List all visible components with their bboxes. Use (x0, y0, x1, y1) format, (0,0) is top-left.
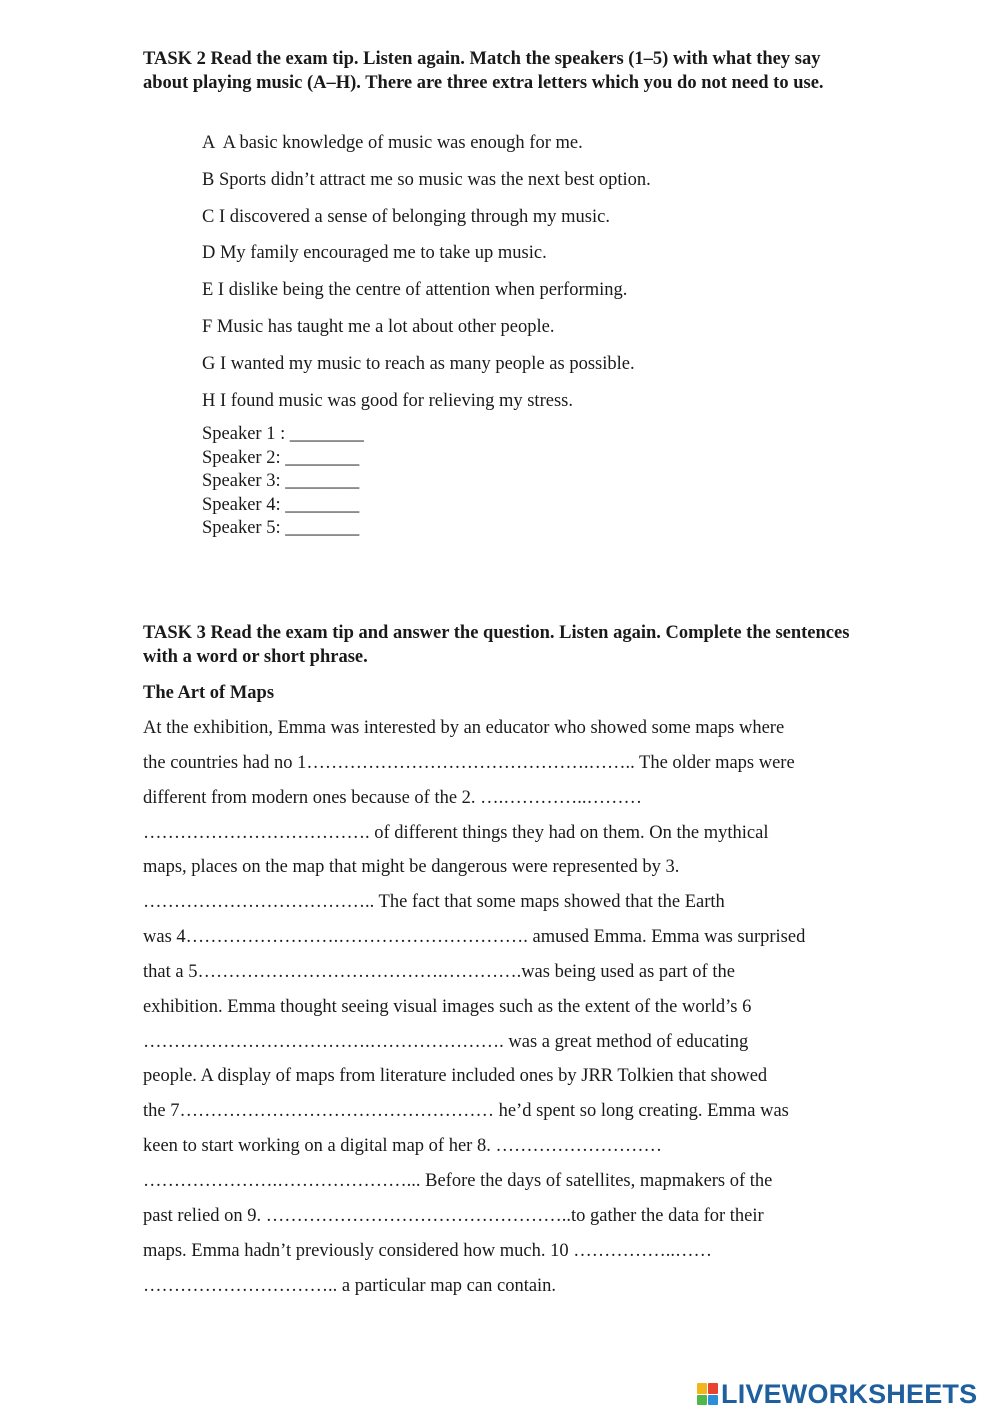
passage-line-gap-1[interactable]: the countries had no 1……………………………………….…….. The older maps were (143, 752, 795, 773)
passage-line: exhibition. Emma thought seeing visual images such as the extent of the world’s 6 (143, 996, 752, 1017)
passage-line: At the exhibition, Emma was interested by an educator who showed some maps where (143, 718, 785, 738)
passage-line-gap-3[interactable]: ……………………………….. The fact that some maps showed that the Earth (143, 892, 725, 913)
liveworksheets-logo-text: LIVEWORKSHEETS (721, 1379, 978, 1409)
logo-square-yellow (697, 1383, 707, 1394)
passage-line-gap-5[interactable]: that a 5………………………………….………….was being used as part of the (143, 961, 735, 982)
logo-square-green (697, 1395, 707, 1406)
option-list (202, 130, 651, 424)
option-g: G I wanted my music to reach as many people as possible. (202, 353, 635, 374)
passage-line-gap-8-cont[interactable]: ………………….…………………... Before the days of satellites, mapmakers of the (143, 1170, 773, 1191)
passage-line-gap-4[interactable]: was 4…………………….…………………………. amused Emma. Emma was surprised (143, 927, 806, 948)
gap-fill-passage (143, 715, 805, 1307)
option-c: C I discovered a sense of belonging through my music. (202, 206, 610, 227)
liveworksheets-logo-icon (697, 1383, 718, 1405)
passage-line-gap-6[interactable]: ……………………………….…………………. was a great method of educating (143, 1031, 749, 1052)
passage-line: maps, places on the map that might be dangerous were represented by 3. (143, 857, 680, 878)
passage-line-gap-8[interactable]: keen to start working on a digital map of her 8. ……………………… (143, 1136, 662, 1157)
option-e: E I dislike being the centre of attention when performing. (202, 280, 628, 301)
speaker-2-answer[interactable]: Speaker 2: ________ (202, 447, 360, 468)
speaker-3-answer[interactable]: Speaker 3: ________ (202, 471, 360, 491)
task2-title: TASK 2 Read the exam tip. Listen again. Match the speakers (1–5) with what they say about playing music (A–H). There are three extra letters which you do not need to use. (143, 49, 824, 93)
option-f: F Music has taught me a lot about other people. (202, 316, 555, 337)
passage-line: people. A display of maps from literature included ones by JRR Tolkien that showed (143, 1066, 768, 1087)
option-a: A A basic knowledge of music was enough for me. (202, 133, 583, 153)
logo-square-blue (708, 1395, 718, 1406)
logo-square-red (708, 1383, 718, 1394)
liveworksheets-logo (697, 1378, 977, 1410)
option-h: H I found music was good for relieving my stress. (202, 390, 573, 411)
option-d: D My family encouraged me to take up music. (202, 243, 547, 264)
passage-heading: The Art of Maps (143, 683, 275, 703)
passage-line-gap-7[interactable]: the 7…………………………………………… he’d spent so long creating. Emma was (143, 1101, 789, 1122)
option-b: B Sports didn’t attract me so music was the next best option. (202, 169, 651, 190)
speaker-4-answer[interactable]: Speaker 4: ________ (202, 494, 360, 515)
passage-line-gap-2-cont[interactable]: ………………………………. of different things they had on them. On the mythical (143, 822, 769, 843)
speaker-1-answer[interactable]: Speaker 1 : ________ (202, 424, 364, 444)
speaker-answer-list (202, 423, 364, 541)
task3-title: TASK 3 Read the exam tip and answer the question. Listen again. Complete the sentences with a word or short phrase. (143, 623, 850, 667)
passage-line-gap-10[interactable]: maps. Emma hadn’t previously considered how much. 10 ……………..…… (143, 1240, 712, 1261)
passage-line-gap-2[interactable]: different from modern ones because of the 2. ….…………..……… (143, 787, 643, 808)
passage-line-gap-10-cont[interactable]: ………………………….. a particular map can contain. (143, 1275, 557, 1296)
speaker-5-answer[interactable]: Speaker 5: ________ (202, 518, 360, 538)
passage-line-gap-9[interactable]: past relied on 9. …………………………………………..to gather the data for their (143, 1205, 764, 1226)
